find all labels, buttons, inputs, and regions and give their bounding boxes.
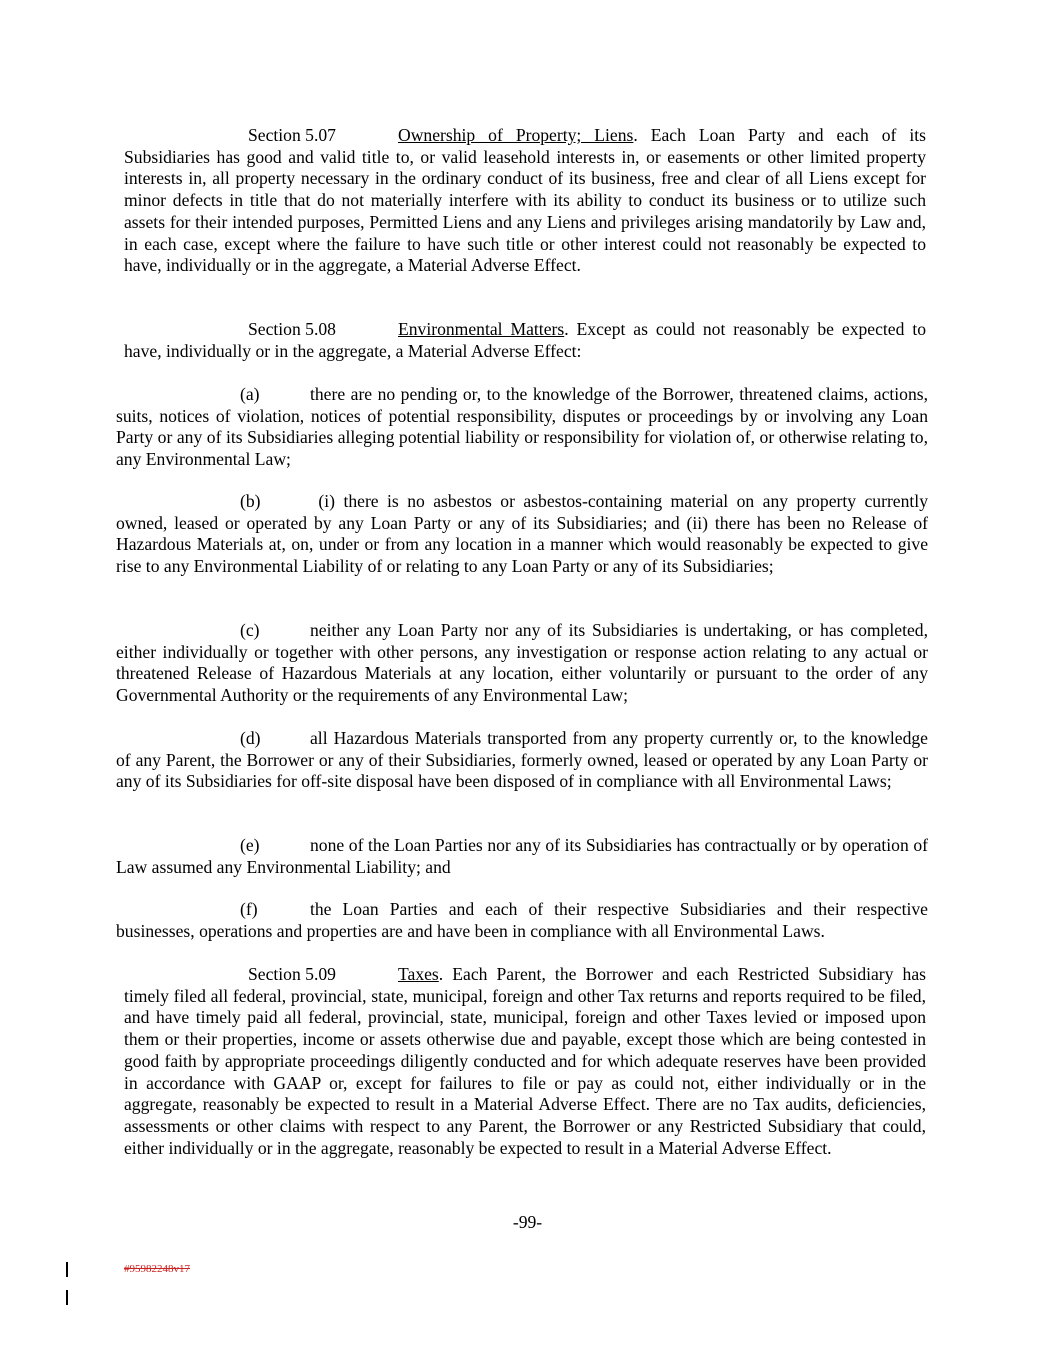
subclause-label: (f) <box>240 899 258 919</box>
section-number: Section 5.09 <box>248 964 336 984</box>
subclause-label: (c) <box>240 620 260 640</box>
subclause-text: (i) there is no asbestos or asbestos-containing material on any property currently owned, leased or operated by any Loan Party or any of its Subsidiaries; and (ii) there has been no Release of Hazardous Materials at, on, under or from any location in a manner which would reasonably be expected to give rise to any Environmental Liability of or relating to any Loan Party or any of its Subsidiaries; <box>116 491 928 577</box>
subclause-text: neither any Loan Party nor any of its Subsidiaries is undertaking, or has completed, either individually or together with other persons, any investigation or response action relating to any actual or threatened Release of Hazardous Materials at any location, either voluntarily or pursuant to the order of any Governmental Authority or the requirements of any Environmental Law; <box>116 620 928 706</box>
subclause-a <box>116 384 928 471</box>
section-body: . Each Loan Party and each of its Subsidiaries has good and valid title to, or valid leasehold interests in, or easements or other limited property interests in, all property necessary in the ordinary conduct of its business, free and clear of all Liens except for minor defects in title that do not materially interfere with its ability to conduct its business or to utilize such assets for their intended purposes, Permitted Liens and any Liens and privileges arising mandatorily by Law and, in each case, except where the failure to have such title or other interest could not reasonably be expected to have, individually or in the aggregate, a Material Adverse Effect. <box>124 125 926 276</box>
section-body: . Except as could not reasonably be expected to have, individually or in the aggregate, a Material Adverse Effect: <box>124 319 927 361</box>
subclause-b <box>116 491 928 578</box>
change-bar <box>66 1290 68 1305</box>
subclause-label: (e) <box>240 835 260 855</box>
subclause-f <box>116 899 928 942</box>
page-number: -99- <box>512 1212 543 1232</box>
subclause-label: (d) <box>240 728 261 748</box>
section-number: Section 5.07 <box>248 125 336 145</box>
section-title: Ownership of Property; Liens <box>398 125 634 145</box>
document-id: #95982248v17 <box>124 1263 190 1275</box>
change-bar <box>66 1262 68 1277</box>
subclause-label: (a) <box>240 384 260 404</box>
subclause-text: there are no pending or, to the knowledge of the Borrower, threatened claims, actions, suits, notices of violation, notices of potential responsibility, disputes or proceedings by or involving any Loan Party or any of its Subsidiaries alleging potential liability or responsibility for violation of, or otherwise relating to, any Environmental Law; <box>116 384 928 470</box>
subclause-d <box>116 728 928 793</box>
section-title: Taxes <box>398 964 439 984</box>
section-number: Section 5.08 <box>248 319 336 339</box>
subclause-text: all Hazardous Materials transported from any property currently or, to the knowledge of any Parent, the Borrower or any of their Subsidiaries, formerly owned, leased or operated by any Loan Party or any of its Subsidiaries for off-site disposal have been disposed of in compliance with all Environmental Laws; <box>116 728 928 792</box>
subclause-label: (b) <box>240 491 261 511</box>
subclause-e <box>116 835 928 878</box>
section-title: Environmental Matters <box>398 319 565 339</box>
section-5-09 <box>124 964 926 1159</box>
subclause-c <box>116 620 928 707</box>
section-5-07 <box>124 125 926 277</box>
section-5-08 <box>124 319 926 362</box>
section-body: . Each Parent, the Borrower and each Restricted Subsidiary has timely filed all federal, provincial, state, municipal, foreign and other Tax returns and reports required to be filed, and have timely paid all federal, provincial, state, municipal, foreign and other Taxes levied or imposed upon them or their properties, income or assets otherwise due and payable, except those which are being contested in good faith by appropriate proceedings diligently conducted and for which adequate reserves have been provided in accordance with GAAP or, except for failures to file or pay as could not, either individually or in the aggregate, reasonably be expected to result in a Material Adverse Effect. There are no Tax audits, deficiencies, assessments or other claims with respect to any Parent, the Borrower or any Restricted Subsidiary that could, either individually or in the aggregate, reasonably be expected to result in a Material Adverse Effect. <box>124 964 926 1158</box>
subclause-text: none of the Loan Parties nor any of its Subsidiaries has contractually or by operation of Law assumed any Environmental Liability; and <box>116 835 928 877</box>
subclause-text: the Loan Parties and each of their respective Subsidiaries and their respective businesses, operations and properties are and have been in compliance with all Environmental Laws. <box>116 899 928 941</box>
